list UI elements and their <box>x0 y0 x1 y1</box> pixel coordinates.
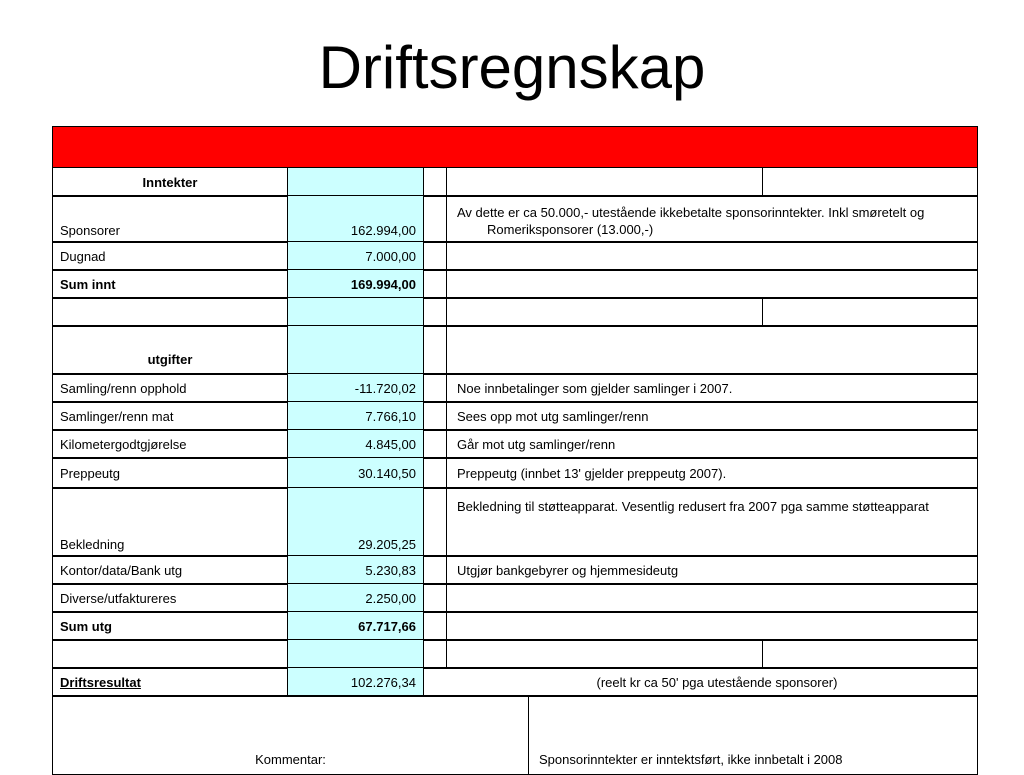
row-label-bekledning: Bekledning <box>52 487 288 557</box>
row-value-bekledning: 29.205,25 <box>287 487 424 557</box>
table-header-band <box>52 126 978 168</box>
spacer-cell <box>423 583 447 613</box>
note-cell-empty <box>446 167 763 197</box>
row-value-samlinger-mat: 7.766,10 <box>287 401 424 431</box>
spacer-cell <box>423 297 447 327</box>
note-cell-empty <box>446 241 978 271</box>
spacer-cell <box>423 639 447 669</box>
note-cell-empty <box>762 639 978 669</box>
spacer-cell <box>423 241 447 271</box>
row-note-kilometer: Går mot utg samlinger/renn <box>446 429 978 459</box>
row-value-sum-income: 169.994,00 <box>287 269 424 299</box>
row-label-diverse: Diverse/utfaktureres <box>52 583 288 613</box>
row-label-samling-opphold: Samling/renn opphold <box>52 373 288 403</box>
spacer-cell <box>423 487 447 557</box>
note-cell-empty <box>762 297 978 327</box>
row-note-samling-opphold: Noe innbetalinger som gjelder samlinger i 2007. <box>446 373 978 403</box>
row-label-dugnad: Dugnad <box>52 241 288 271</box>
slide-title: Driftsregnskap <box>318 34 706 101</box>
spacer-cell <box>423 429 447 459</box>
driftsresultat-label-text: Driftsresultat <box>60 674 141 690</box>
row-value-kontor: 5.230,83 <box>287 555 424 585</box>
spacer-cell <box>423 167 447 197</box>
spacer-cell <box>423 195 447 243</box>
spacer-cell <box>423 325 447 375</box>
row-note-driftsresultat: (reelt kr ca 50' pga utestående sponsorer) <box>423 667 978 697</box>
spacer-cell <box>423 401 447 431</box>
row-value-preppeutg: 30.140,50 <box>287 457 424 489</box>
row-label-preppeutg: Preppeutg <box>52 457 288 489</box>
spacer-cell <box>423 457 447 489</box>
comment-text: Sponsorinntekter er inntektsført, ikke innbetalt i 2008 <box>528 695 978 775</box>
note-cell-empty <box>446 269 978 299</box>
row-label-driftsresultat <box>52 667 288 697</box>
row-value-samling-opphold: -11.720,02 <box>287 373 424 403</box>
row-value-kilometer: 4.845,00 <box>287 429 424 459</box>
row-label-sum-income: Sum innt <box>52 269 288 299</box>
value-cell-empty <box>287 167 424 197</box>
row-value-driftsresultat: 102.276,34 <box>287 667 424 697</box>
note-cell-empty <box>446 611 978 641</box>
row-note-kontor: Utgjør bankgebyrer og hjemmesideutg <box>446 555 978 585</box>
note-cell-empty <box>446 325 978 375</box>
empty-cell <box>52 639 288 669</box>
note-cell-empty <box>762 167 978 197</box>
row-value-sum-expenses: 67.717,66 <box>287 611 424 641</box>
spacer-cell <box>423 269 447 299</box>
note-cell-empty <box>446 297 763 327</box>
spacer-cell <box>423 373 447 403</box>
row-note-sponsorer: Av dette er ca 50.000,- utestående ikkebetalte sponsorinntekter. Inkl smøretelt og Romeriksponsorer (13.000,-) <box>446 195 978 243</box>
spacer-cell <box>423 611 447 641</box>
budget-table <box>52 126 978 768</box>
row-label-kilometer: Kilometergodtgjørelse <box>52 429 288 459</box>
row-note-bekledning: Bekledning til støtteapparat. Vesentlig redusert fra 2007 pga samme støtteapparat <box>446 487 978 557</box>
note-cell-empty <box>446 639 763 669</box>
empty-cell <box>52 297 288 327</box>
value-cell-empty <box>287 325 424 375</box>
row-note-samlinger-mat: Sees opp mot utg samlinger/renn <box>446 401 978 431</box>
row-value-diverse: 2.250,00 <box>287 583 424 613</box>
row-value-dugnad: 7.000,00 <box>287 241 424 271</box>
value-cell-empty <box>287 639 424 669</box>
spacer-cell <box>423 555 447 585</box>
row-label-samlinger-mat: Samlinger/renn mat <box>52 401 288 431</box>
note-cell-empty <box>446 583 978 613</box>
row-label-kontor: Kontor/data/Bank utg <box>52 555 288 585</box>
row-label-sponsorer: Sponsorer <box>52 195 288 243</box>
income-section-label: Inntekter <box>52 167 288 197</box>
row-value-sponsorer: 162.994,00 <box>287 195 424 243</box>
expense-section-label: utgifter <box>52 325 288 375</box>
value-cell-empty <box>287 297 424 327</box>
row-label-sum-expenses: Sum utg <box>52 611 288 641</box>
comment-label: Kommentar: <box>52 695 529 775</box>
row-note-preppeutg: Preppeutg (innbet 13' gjelder preppeutg 2007). <box>446 457 978 489</box>
